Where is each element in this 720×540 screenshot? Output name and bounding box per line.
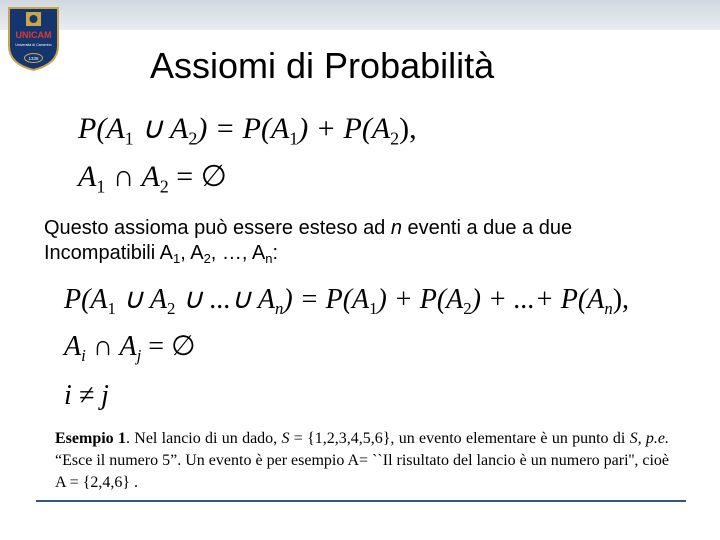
unicam-crest-icon	[6, 6, 61, 72]
extension-paragraph: Questo assioma può essere esteso ad n eventi a due a due Incompatibili $A_1$, $A_2$, …, $A_n$:	[44, 217, 573, 266]
svg-text:UNICAM: UNICAM	[15, 30, 52, 40]
footer-divider	[36, 500, 686, 502]
svg-text:Università di Camerino: Università di Camerino	[15, 43, 52, 47]
formula-index-condition: i ≠ j	[64, 380, 109, 411]
formula-additivity: $P(A_1$ ∪ $A_2) = P(A_1) + P(A_2)$,	[78, 112, 417, 149]
formula-pairwise-disjoint: $A_i$ ∩ $A_j$ = ∅	[64, 331, 196, 365]
example-paragraph: Esempio 1. Nel lancio di un dado, S = {1,2,3,4,5,6}, un evento elementare è un punto di S, p.e. “Esce il numero 5”. Un evento è per esempio A= ``Il risultato del lancio è un numero pari'', cioè A = {2,4,6} .	[55, 430, 669, 491]
slide-title: Assiomi di Probabilità	[150, 45, 495, 86]
formula-disjoint: $A_1$ ∩ $A_2$ = ∅	[78, 160, 227, 197]
header-bar	[0, 0, 720, 30]
formula-n-additivity: $P(A_1$ ∪ $A_2$ ∪ ...∪ $A_n) = P(A_1) + P(A_2)$ + ...+ $P(A_n)$,	[64, 284, 630, 318]
svg-text:1336: 1336	[28, 56, 39, 61]
university-logo	[6, 6, 61, 72]
